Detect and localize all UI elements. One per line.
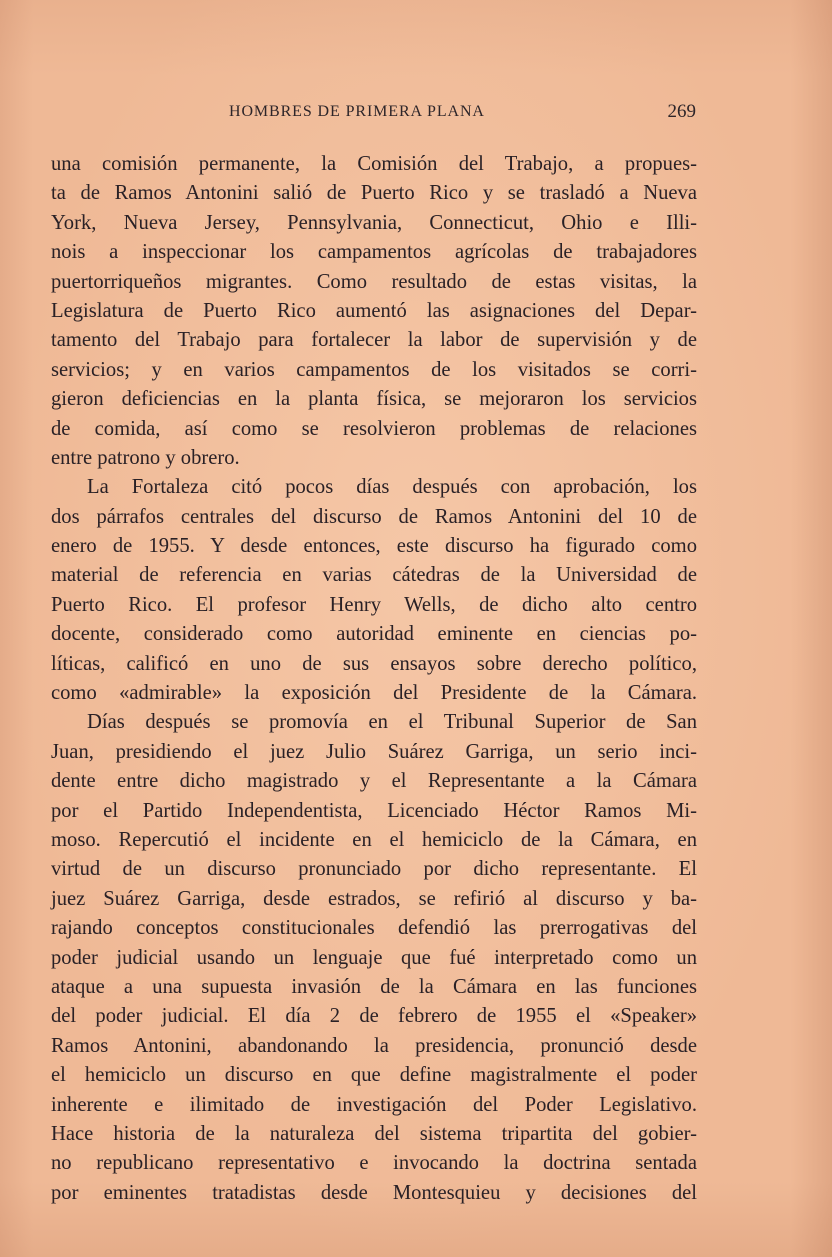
paragraph-first-line: La Fortaleza citó pocos días después con aprobación, los bbox=[87, 476, 697, 499]
text-line: ta de Ramos Antonini salió de Puerto Rico y se trasladó a Nueva bbox=[51, 182, 697, 205]
text-line: Ramos Antonini, abandonando la presidencia, pronunció desde bbox=[51, 1034, 697, 1057]
paragraph-first-line: Días después se promovía en el Tribunal Superior de San bbox=[87, 711, 697, 734]
text-line: virtud de un discurso pronunciado por dicho representante. El bbox=[51, 858, 697, 881]
text-line: servicios; y en varios campamentos de los visitados se corri- bbox=[51, 358, 697, 381]
text-line: el hemiciclo un discurso en que define magistralmente el poder bbox=[51, 1064, 697, 1087]
body-text bbox=[51, 150, 697, 1208]
text-line: inherente e ilimitado de investigación del Poder Legislativo. bbox=[51, 1093, 697, 1116]
text-line: Legislatura de Puerto Rico aumentó las asignaciones del Depar- bbox=[51, 299, 697, 322]
text-line: no republicano representativo e invocando la doctrina sentada bbox=[51, 1152, 697, 1175]
text-line: entre patrono y obrero. bbox=[51, 446, 240, 469]
text-line: Juan, presidiendo el juez Julio Suárez Garriga, un serio inci- bbox=[51, 740, 697, 763]
text-line: del poder judicial. El día 2 de febrero de 1955 el «Speaker» bbox=[51, 1005, 697, 1028]
text-line: líticas, calificó en uno de sus ensayos sobre derecho político, bbox=[51, 652, 697, 675]
text-line: dos párrafos centrales del discurso de Ramos Antonini del 10 de bbox=[51, 505, 697, 528]
text-line: docente, considerado como autoridad eminente en ciencias po- bbox=[51, 623, 697, 646]
text-line: por el Partido Independentista, Licenciado Héctor Ramos Mi- bbox=[51, 799, 697, 822]
text-line: ataque a una supuesta invasión de la Cámara en las funciones bbox=[51, 975, 697, 998]
text-line: dente entre dicho magistrado y el Representante a la Cámara bbox=[51, 770, 697, 793]
text-line: tamento del Trabajo para fortalecer la labor de supervisión y de bbox=[51, 329, 697, 352]
text-line: de comida, así como se resolvieron problemas de relaciones bbox=[51, 417, 697, 440]
text-line: juez Suárez Garriga, desde estrados, se refirió al discurso y ba- bbox=[51, 887, 697, 910]
text-line: moso. Repercutió el incidente en el hemiciclo de la Cámara, en bbox=[51, 828, 697, 851]
text-line: rajando conceptos constitucionales defendió las prerrogativas del bbox=[51, 917, 697, 940]
text-line: Puerto Rico. El profesor Henry Wells, de dicho alto centro bbox=[51, 593, 697, 616]
text-line: Hace historia de la naturaleza del sistema tripartita del gobier- bbox=[51, 1122, 697, 1145]
text-line: gieron deficiencias en la planta física, se mejoraron los servicios bbox=[51, 388, 697, 411]
text-line: poder judicial usando un lenguaje que fué interpretado como un bbox=[51, 946, 697, 969]
text-line: una comisión permanente, la Comisión del Trabajo, a propues- bbox=[51, 153, 697, 175]
text-line: York, Nueva Jersey, Pennsylvania, Connecticut, Ohio e Illi- bbox=[51, 211, 697, 234]
running-head-title: HOMBRES DE PRIMERA PLANA bbox=[229, 103, 485, 120]
text-line: como «admirable» la exposición del Presidente de la Cámara. bbox=[51, 682, 697, 705]
text-line: puertorriqueños migrantes. Como resultado de estas visitas, la bbox=[51, 270, 697, 293]
text-line: nois a inspeccionar los campamentos agrícolas de trabajadores bbox=[51, 241, 697, 264]
text-line: enero de 1955. Y desde entonces, este discurso ha figurado como bbox=[51, 535, 697, 558]
page-number: 269 bbox=[667, 101, 696, 122]
text-line: por eminentes tratadistas desde Montesquieu y decisiones del bbox=[51, 1181, 697, 1204]
text-line: material de referencia en varias cátedras de la Universidad de bbox=[51, 564, 697, 587]
